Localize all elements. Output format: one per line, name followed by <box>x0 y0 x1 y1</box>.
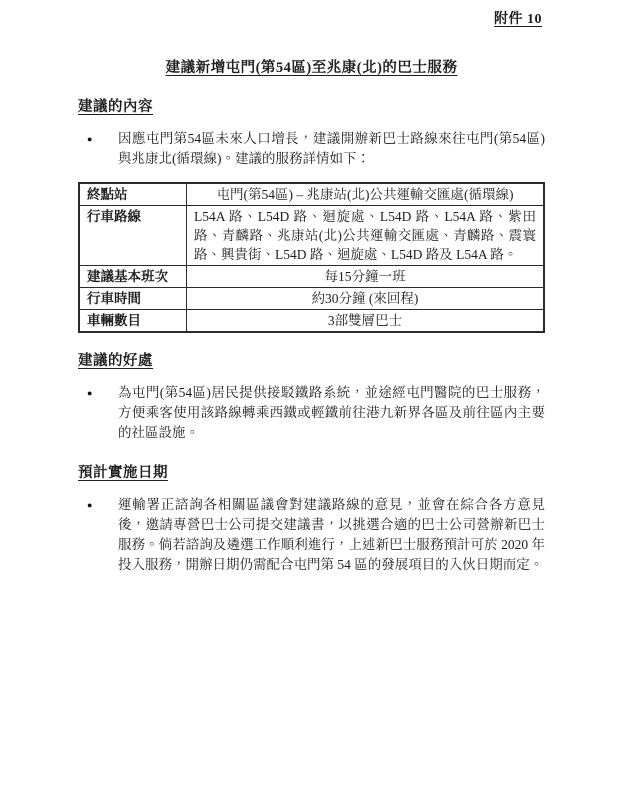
bullet-icon: ● <box>87 500 93 510</box>
section-heading-proposal-benefits: 建議的好處 <box>78 353 153 369</box>
row-value-routing: L54A 路、L54D 路、迴旋處、L54D 路、L54A 路、紫田路、青麟路、兆康站(北)公共運輸交匯處、青麟路、震寰路、興貴街、L54D 路、迴旋處、L54D 路及 L54A 路。 <box>187 206 545 266</box>
bullet-text-implementation: 運輸署正諮詢各相關區議會對建議路線的意見，並會在綜合各方意見後，邀請專營巴士公司提交建議書，以挑選合適的巴士公司營辦新巴士服務。倘若諮詢及遴選工作順利進行，上述新巴士服務預計可於 2020 年投入服務，開辦日期仍需配合屯門第 54 區的發展項目的入伙日期而定。 <box>118 497 545 572</box>
service-details-table <box>78 182 545 333</box>
row-label-frequency: 建議基本班次 <box>79 266 187 288</box>
row-label-termini: 終點站 <box>79 183 187 206</box>
row-label-vehicle-number: 車輛數目 <box>79 310 187 333</box>
page-title-text: 建議新增屯門(第54區)至兆康(北)的巴士服務 <box>165 60 458 76</box>
table-row-frequency <box>79 266 544 288</box>
row-value-vehicle-number: 3部雙層巴士 <box>187 310 545 333</box>
bullet-icon: ● <box>87 388 93 398</box>
table-row-journey-time <box>79 288 544 310</box>
row-label-routing: 行車路線 <box>79 206 187 266</box>
bullet-item <box>78 129 545 169</box>
row-value-journey-time: 約30分鐘 (來回程) <box>187 288 545 310</box>
row-value-frequency: 每15分鐘一班 <box>187 266 545 288</box>
bullet-item <box>78 495 545 575</box>
bullet-text-proposal: 因應屯門第54區未來人口增長，建議開辦新巴士路線來往屯門(第54區)與兆康北(循環線)。建議的服務詳情如下： <box>118 131 545 166</box>
section-proposal-content <box>78 95 545 169</box>
table-row-vehicle-number <box>79 310 544 333</box>
section-proposal-benefits <box>78 349 545 443</box>
bullet-text-benefits: 為屯門(第54區)居民提供接駁鐵路系統，並途經屯門醫院的巴士服務，方便乘客使用該路線轉乘西鐵或輕鐵前往港九新界各區及前往區內主要的社區設施。 <box>118 385 545 440</box>
bullet-item <box>78 383 545 443</box>
row-label-journey-time: 行車時間 <box>79 288 187 310</box>
page-title <box>0 56 623 77</box>
table-row-termini <box>79 183 544 206</box>
row-value-termini: 屯門(第54區) – 兆康站(北)公共運輸交匯處(循環線) <box>187 183 545 206</box>
section-heading-implementation-date: 預計實施日期 <box>78 465 168 481</box>
appendix-label: 附件 10 <box>494 12 542 27</box>
bullet-icon: ● <box>87 134 93 144</box>
section-implementation-date <box>78 461 545 575</box>
section-heading-proposal-content: 建議的內容 <box>78 99 153 115</box>
table-row-routing <box>79 206 544 266</box>
